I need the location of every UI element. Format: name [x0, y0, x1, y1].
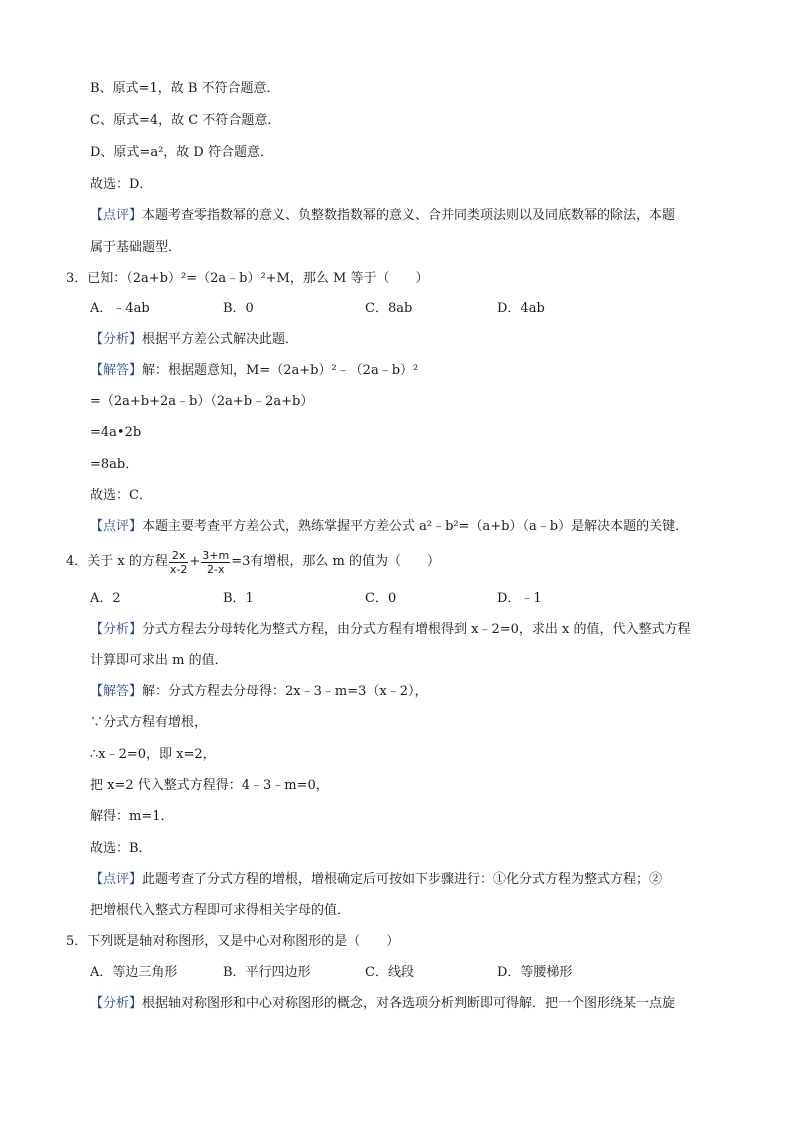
step-line: =（2a+b+2a﹣b）（2a+b﹣2a+b）: [90, 394, 314, 409]
comment-text: 此题考查了分式方程的增根，增根确定后可按如下步骤进行：①化分式方程为整式方程；②: [142, 872, 663, 887]
question-text: 4．关于 x 的方程: [66, 554, 168, 569]
comment-paragraph: [90, 871, 662, 889]
option-b: B．平行四边形: [223, 965, 311, 980]
option-b: B．0: [223, 301, 254, 316]
option-d: D．﹣1: [497, 591, 542, 606]
step-line: =4a•2b: [90, 425, 142, 440]
question-text: =3有增根，那么 m 的值为（ ）: [231, 554, 440, 569]
analysis-tag: 【分析】: [90, 332, 143, 347]
comment-text: 本题考查零指数幂的意义、负整数指数幂的意义、合并同类项法则以及同底数幂的除法，本题: [142, 208, 676, 223]
analysis-tag: 【分析】: [90, 622, 143, 637]
fraction-numerator: 2x: [169, 549, 188, 563]
fraction-numerator: 3+m: [202, 548, 230, 562]
analysis-text: 根据平方差公式解决此题．: [142, 332, 299, 347]
analysis-text: 分式方程去分母转化为整式方程，由分式方程有增根得到 x﹣2=0，求出 x 的值，代入整式方程: [142, 622, 691, 637]
comment-text: 本题主要考查平方差公式，熟练掌握平方差公式 a²﹣b²=（a+b）（a﹣b）是解决本题的关键．: [142, 519, 689, 534]
fraction-denominator: x-2: [169, 562, 188, 576]
text-line: 把增根代入整式方程即可求得相关字母的值．: [90, 903, 351, 918]
option-d: D．等腰梯形: [497, 965, 573, 980]
question-4: [66, 545, 440, 579]
choice-line: 故选：B．: [90, 841, 152, 856]
comment-tag: 【点评】: [90, 872, 143, 887]
fraction-denominator: 2-x: [206, 562, 225, 576]
step-line: ∵分式方程有增根，: [90, 715, 208, 730]
comment-tag: 【点评】: [90, 208, 143, 223]
option-d: D．4ab: [497, 301, 545, 316]
option-a: A．﹣4ab: [90, 301, 150, 316]
option-a: A．2: [90, 591, 121, 606]
comment-tag: 【点评】: [90, 519, 143, 534]
choice-line: 故选：C．: [90, 488, 152, 503]
plus-sign: +: [189, 554, 201, 569]
analysis-paragraph: [90, 995, 675, 1013]
comment-paragraph: [90, 207, 675, 225]
step-line: 解得：m=1．: [90, 809, 174, 824]
analysis-paragraph: [90, 331, 298, 349]
option-c: C．线段: [365, 965, 414, 980]
analysis-text: 根据轴对称图形和中心对称图形的概念，对各选项分析判断即可得解．把一个图形绕某一点旋: [142, 996, 676, 1011]
text-line: D、原式=a²，故 D 符合题意．: [90, 145, 273, 160]
option-c: C．8ab: [365, 301, 413, 316]
text-line: B、原式=1，故 B 不符合题意．: [90, 81, 280, 96]
text-line: C、原式=4，故 C 不符合题意．: [90, 113, 281, 128]
fraction: [201, 549, 230, 576]
step-line: =8ab．: [90, 457, 139, 472]
answer-text: 解：根据题意知，M=（2a+b）²﹣（2a﹣b）²: [142, 363, 419, 378]
step-line: 把 x=2 代入整式方程得：4﹣3﹣m=0，: [90, 778, 329, 793]
answer-tag: 【解答】: [90, 363, 143, 378]
question-5: 5．下列既是轴对称图形，又是中心对称图形的是（ ）: [66, 934, 400, 949]
text-line: 属于基础题型．: [90, 240, 182, 255]
text-line: 故选：D．: [90, 177, 153, 192]
question-3: 3．已知：（2a+b）²=（2a﹣b）²+M，那么 M 等于（ ）: [66, 271, 429, 286]
analysis-paragraph: [90, 621, 691, 639]
answer-paragraph: [90, 362, 418, 380]
option-a: A．等边三角形: [90, 965, 178, 980]
analysis-tag: 【分析】: [90, 996, 143, 1011]
option-c: C．0: [365, 591, 397, 606]
answer-paragraph: [90, 683, 427, 701]
text-line: 计算即可求出 m 的值．: [90, 653, 228, 668]
answer-tag: 【解答】: [90, 684, 143, 699]
fraction: [169, 549, 188, 576]
answer-text: 解：分式方程去分母得：2x﹣3﹣m=3（x﹣2），: [142, 684, 428, 699]
comment-paragraph: [90, 518, 688, 536]
option-b: B．1: [223, 591, 254, 606]
step-line: ∴x﹣2=0，即 x=2，: [90, 747, 216, 762]
